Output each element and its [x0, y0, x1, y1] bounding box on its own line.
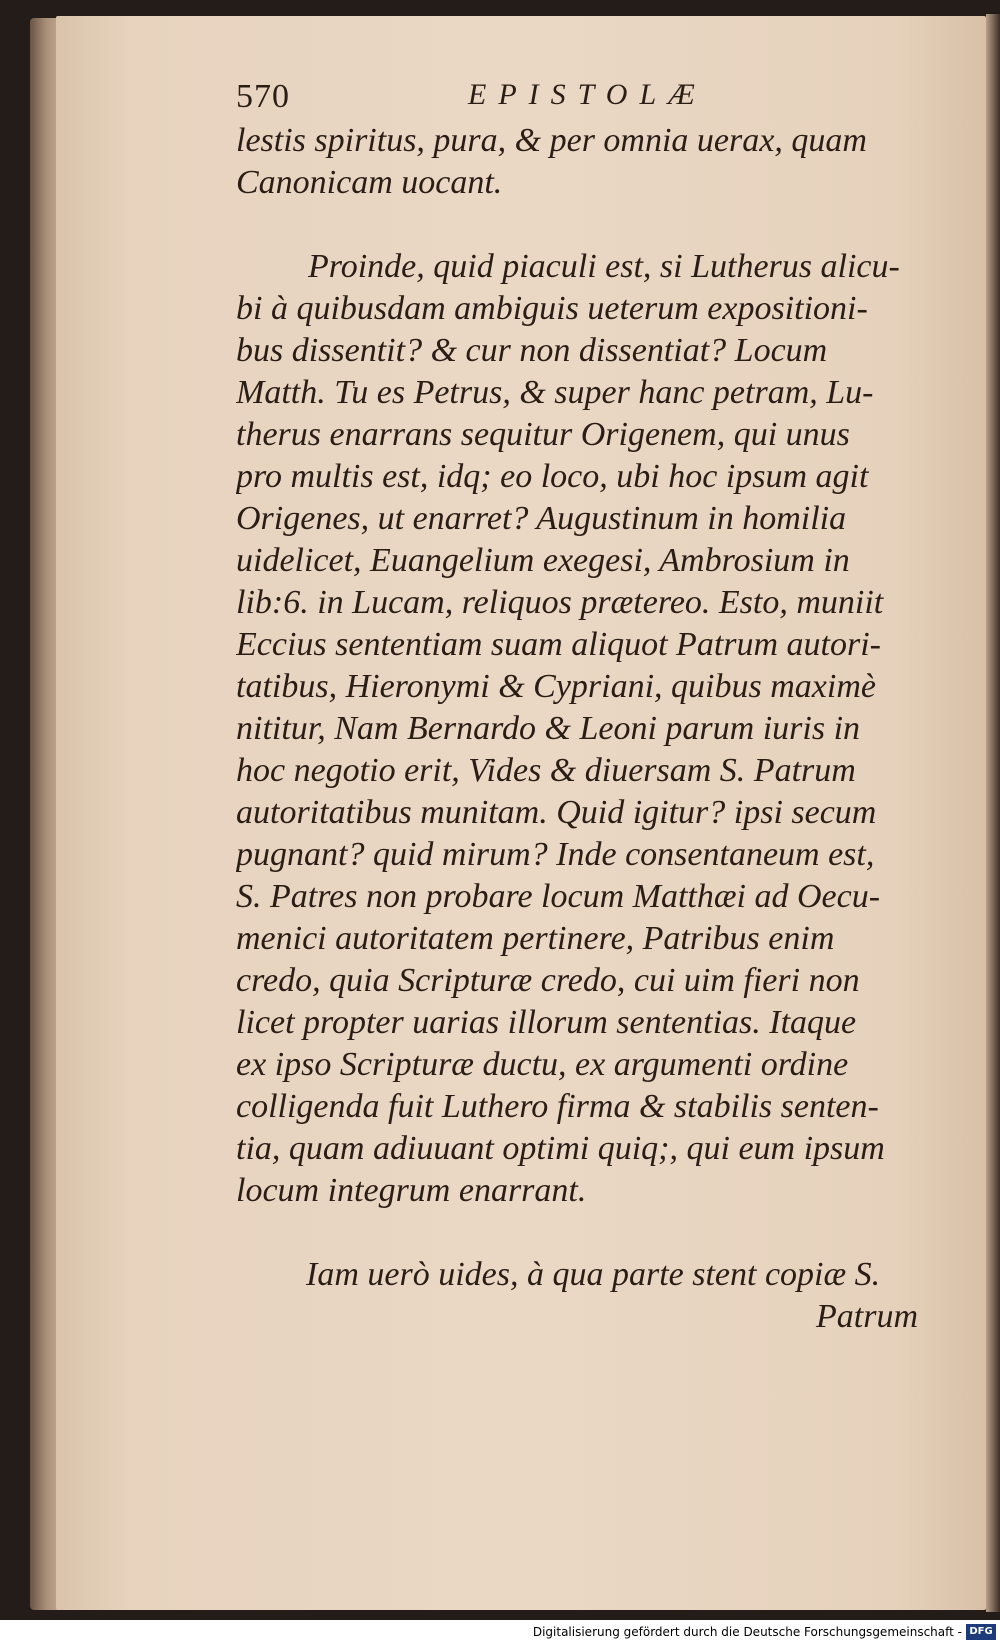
text-line: credo, quia Scripturæ credo, cui uim fieri non [236, 962, 860, 999]
text-line: autoritatibus munitam. Quid igitur? ipsi secum [236, 794, 877, 831]
page-right-edge [986, 14, 1000, 1612]
text-line: locum integrum enarrant. [236, 1172, 587, 1209]
text-line: pugnant? quid mirum? Inde consentaneum est, [236, 836, 875, 873]
text-line: lestis spiritus, pura, & per omnia uerax, quam [236, 122, 867, 159]
paragraph-gap [236, 1212, 926, 1254]
text-line: Matth. Tu es Petrus, & super hanc petram, Lu- [236, 374, 874, 411]
text-line: uidelicet, Euangelium exegesi, Ambrosium in [236, 542, 850, 579]
page-text-block [236, 78, 926, 1338]
text-line: licet propter uarias illorum sententias. Itaque [236, 1004, 857, 1041]
text-line: tatibus, Hieronymi & Cypriani, quibus maximè [236, 668, 876, 705]
digitization-footer [0, 1620, 1000, 1646]
text-line: pro multis est, idq; eo loco, ubi hoc ipsum agit [236, 458, 869, 495]
text-line: colligenda fuit Luthero firma & stabilis senten- [236, 1088, 879, 1125]
text-line: ex ipso Scripturæ ductu, ex argumenti ordine [236, 1046, 849, 1083]
running-head-title: EPISTOLÆ [468, 78, 707, 111]
footer-credit-text: Digitalisierung gefördert durch die Deutsche Forschungsgemeinschaft - [532, 1625, 962, 1639]
text-line: Origenes, ut enarret? Augustinum in homilia [236, 500, 847, 537]
text-line: bi à quibusdam ambiguis ueterum expositioni- [236, 290, 868, 327]
text-line: lib:6. in Lucam, reliquos prætereo. Esto, muniit [236, 584, 884, 621]
text-line: menici autoritatem pertinere, Patribus enim [236, 920, 835, 957]
text-line: nititur, Nam Bernardo & Leoni parum iuris in [236, 710, 861, 747]
text-line: hoc negotio erit, Vides & diuersam S. Patrum [236, 752, 856, 789]
text-line: S. Patres non probare locum Matthæi ad Oecu- [236, 878, 881, 915]
catchword: Patrum [816, 1298, 918, 1335]
page-number: 570 [236, 78, 290, 115]
text-line: Canonicam uocant. [236, 164, 503, 201]
text-line: Proinde, quid piaculi est, si Lutherus alicu- [308, 248, 900, 285]
text-line: Eccius sententiam suam aliquot Patrum autori- [236, 626, 882, 663]
paragraph-gap [236, 204, 926, 246]
running-head [236, 78, 926, 120]
text-line: therus enarrans sequitur Origenem, qui unus [236, 416, 850, 453]
text-line: bus dissentit? & cur non dissentiat? Locum [236, 332, 828, 369]
text-line: Iam uerò uides, à qua parte stent copiæ S. [306, 1256, 881, 1293]
text-line: tia, quam adiuuant optimi quiq;, qui eum ipsum [236, 1130, 885, 1167]
dfg-logo: DFG [966, 1624, 996, 1640]
